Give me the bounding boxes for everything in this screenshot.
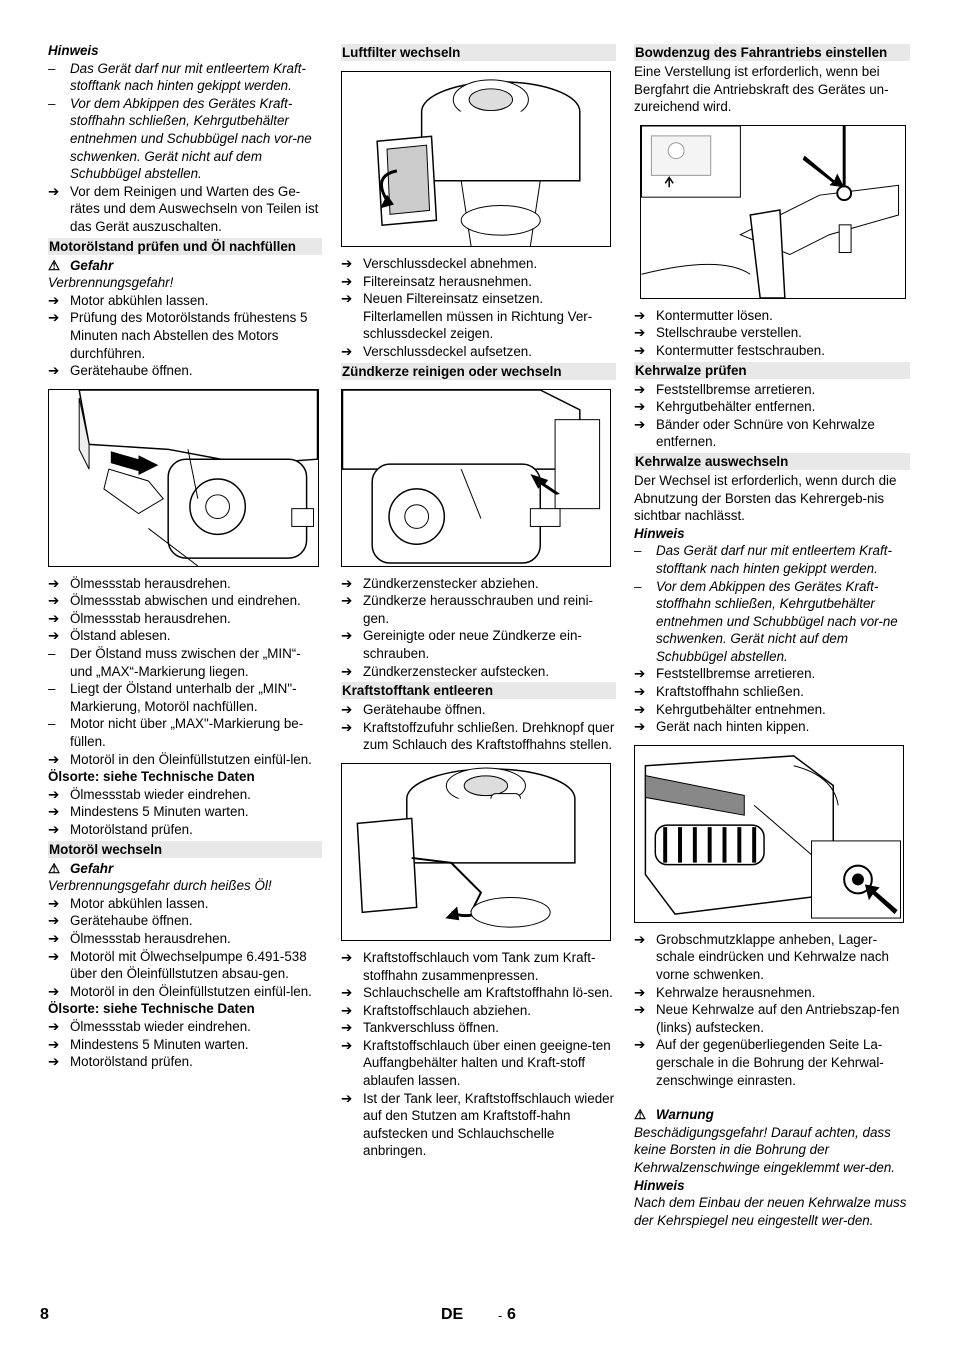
bowden-cable-illustration [641, 126, 905, 298]
arrow-icon: ➔ [634, 307, 646, 323]
dash-item: – Liegt der Ölstand unterhalb der „MIN"-Markierung, Motoröl nachfüllen. [48, 681, 297, 714]
arrow-icon: ➔ [48, 822, 60, 837]
step-item: ➔ Mindestens 5 Minuten warten. [48, 804, 249, 820]
arrow-icon: ➔ [634, 666, 646, 682]
arrow-icon: ➔ [341, 628, 353, 644]
step-item: ➔ Motorölstand prüfen. [48, 822, 193, 837]
step-item: ➔ Gerätehaube öffnen. [48, 913, 193, 929]
step-item: ➔ Auf der gegenüberliegenden Seite La-gerschale in die Bohrung der Kehrwal-zenschwinge einrasten. [634, 1037, 884, 1088]
warning-label: ⚠ Warnung [634, 1107, 714, 1123]
arrow-icon: ➔ [48, 895, 60, 911]
arrow-icon: ➔ [341, 1090, 353, 1106]
step-item: ➔ Stellschraube verstellen. [634, 325, 802, 341]
step-item: ➔ Motor abkühlen lassen. [48, 292, 209, 308]
danger-text: Verbrennungsgefahr durch heißes Öl! [48, 878, 272, 894]
arrow-icon: ➔ [48, 1036, 60, 1052]
step-item: ➔ Neuen Filtereinsatz einsetzen. Filterlamellen müssen in Richtung Ver-schlussdeckel zeigen. [341, 291, 593, 342]
dash-item: – Der Ölstand muss zwischen der „MIN“- und „MAX“-Markierung liegen. [48, 646, 301, 679]
step-item: ➔ Ölmessstab abwischen und eindrehen. [48, 593, 301, 609]
step-item: ➔ Schlauchschelle am Kraftstoffhahn lö-sen. [341, 985, 613, 1001]
step-item: ➔ Motorölstand prüfen. [48, 1054, 193, 1070]
dash-item: – Motor nicht über „MAX"-Markierung be-füllen. [48, 716, 304, 750]
step-item: ➔ Kehrgutbehälter entnehmen. [634, 701, 826, 717]
column-middle [341, 42, 616, 1160]
engine-dipstick-illustration [49, 390, 318, 566]
arrow-icon: ➔ [634, 399, 646, 415]
step-item: ➔ Ölmessstab wieder eindrehen. [48, 786, 251, 802]
figure-bowden-cable [640, 125, 906, 299]
step-item: ➔ Zündkerzenstecker aufstecken. [341, 663, 550, 679]
warning-icon: ⚠ [48, 860, 61, 876]
arrow-icon: ➔ [341, 291, 353, 307]
step-item: ➔ Ölmessstab herausdrehen. [48, 575, 231, 591]
step-item: ➔ Gerät nach hinten kippen. [634, 719, 810, 735]
step-item: ➔ Motoröl in den Öleinfüllstutzen einfül-len. [48, 751, 312, 767]
arrow-icon: ➔ [48, 1054, 60, 1070]
step-item: ➔ Prüfung des Motorölstands frühestens 5 Minuten nach Abstellen des Motors durchführen. [48, 310, 308, 361]
arrow-icon: ➔ [48, 930, 60, 946]
arrow-icon: ➔ [48, 786, 60, 802]
hinweis-item: – Das Gerät darf nur mit entleertem Kraft-stofftank nach hinten gekippt werden. [48, 60, 306, 94]
step-item: ➔ Kraftstoffzufuhr schließen. Drehknopf quer zum Schlauch des Kraftstoffhahns stellen. [341, 719, 615, 753]
warning-icon: ⚠ [48, 257, 61, 273]
danger-text: Verbrennungsgefahr! [48, 275, 174, 291]
step-item: ➔ Ölstand ablesen. [48, 628, 171, 644]
arrow-icon: ➔ [48, 983, 60, 999]
arrow-icon: ➔ [341, 575, 353, 591]
arrow-icon: ➔ [341, 719, 353, 735]
arrow-icon: ➔ [341, 702, 353, 718]
warning-icon: ⚠ [634, 1107, 647, 1123]
section-title: Zündkerze reinigen oder wechseln [341, 363, 616, 380]
oil-type-label: Ölsorte: siehe Technische Daten [48, 1001, 255, 1017]
section-title: Motorölstand prüfen und Öl nachfüllen [48, 238, 322, 255]
arrow-icon: ➔ [48, 363, 60, 379]
step-item: ➔ Kraftstoffschlauch über einen geeigne-ten Auffangbehälter halten und Kraft-stoff ablaufen lassen. [341, 1037, 611, 1089]
step-item: ➔ Kehrwalze herausnehmen. [634, 984, 816, 1000]
arrow-icon: ➔ [48, 913, 60, 929]
hinweis-label: Hinweis [634, 1177, 685, 1193]
step-item: ➔ Motoröl mit Ölwechselpumpe 6.491-538 über den Öleinfüllstutzen absau-gen. [48, 948, 307, 982]
step-item: ➔ Verschlussdeckel abnehmen. [341, 256, 538, 271]
step-item: ➔ Ölmessstab herausdrehen. [48, 930, 231, 946]
step-item: ➔ Feststellbremse arretieren. [634, 381, 816, 397]
oil-type-label: Ölsorte: siehe Technische Daten [48, 769, 255, 785]
figure-sweeping-roller [634, 745, 904, 923]
step-item: ➔ Zündkerze herausschrauben und reini-gen. [341, 593, 594, 626]
hinweis-item: – Das Gerät darf nur mit entleertem Kraft-stofftank nach hinten gekippt werden. [634, 543, 892, 576]
step-item: ➔ Kraftstoffschlauch vom Tank zum Kraft-stoffhahn zusammenpressen. [341, 949, 596, 983]
language-code: DE [441, 1306, 464, 1323]
step-item: ➔ Verschlussdeckel aufsetzen. [341, 343, 532, 359]
arrow-icon: ➔ [634, 684, 646, 700]
hinweis-label: Hinweis [634, 525, 685, 541]
arrow-icon: ➔ [341, 273, 353, 289]
arrow-icon: ➔ [634, 416, 646, 432]
paragraph: Der Wechsel ist erforderlich, wenn durch die Abnutzung der Borsten das Kehrergeb-nis sichtbar nachlässt. [634, 472, 897, 524]
step-item: ➔ Mindestens 5 Minuten warten. [48, 1036, 249, 1052]
hinweis-text: Nach dem Einbau der neuen Kehrwalze muss der Kehrspiegel neu eingestellt wer-den. [634, 1195, 907, 1228]
arrow-icon: ➔ [48, 310, 60, 326]
arrow-icon: ➔ [341, 663, 353, 679]
arrow-icon: ➔ [634, 701, 646, 717]
hinweis-item: – Vor dem Abkippen des Gerätes Kraft-stoffhahn schließen, Kehrgutbehälter entnehmen und Schubbügel nach vor-ne schwenken. Gerät nicht auf dem Schubbügel abstellen. [634, 578, 898, 664]
arrow-icon: ➔ [634, 1037, 646, 1053]
figure-air-filter [341, 71, 611, 247]
danger-label: ⚠ Gefahr [48, 860, 114, 876]
spark-plug-illustration [342, 390, 610, 566]
column-left [48, 42, 322, 1071]
figure-spark-plug [341, 389, 611, 567]
fuel-tank-illustration [342, 764, 610, 940]
arrow-icon: ➔ [634, 984, 646, 1000]
arrow-icon: ➔ [341, 1020, 353, 1036]
arrow-icon: ➔ [341, 949, 353, 965]
arrow-icon: ➔ [634, 342, 646, 358]
arrow-icon: ➔ [341, 256, 353, 271]
step-item: ➔ Kehrgutbehälter entfernen. [634, 399, 816, 415]
paragraph: Eine Verstellung ist erforderlich, wenn bei Bergfahrt die Antriebskraft des Gerätes un-zureichend wird. [634, 64, 889, 115]
step-item: ➔ Motoröl in den Öleinfüllstutzen einfül-len. [48, 983, 312, 999]
sub-page-number: 6 [507, 1306, 516, 1323]
section-title: Kehrwalze prüfen [634, 362, 910, 379]
step-item: ➔ Vor dem Reinigen und Warten des Ge-rätes und dem Auswechseln von Teilen ist das Gerät auszuschalten. [48, 183, 319, 234]
arrow-icon: ➔ [48, 1018, 60, 1034]
step-item: ➔ Feststellbremse arretieren. [634, 666, 816, 682]
step-item: ➔ Ist der Tank leer, Kraftstoffschlauch wieder auf den Stutzen am Kraftstoff-hahn aufstecken und Schlauchschelle anbringen. [341, 1090, 615, 1159]
arrow-icon: ➔ [341, 593, 353, 609]
arrow-icon: ➔ [634, 1002, 646, 1018]
danger-label: ⚠ Gefahr [48, 257, 114, 273]
arrow-icon: ➔ [341, 343, 353, 359]
arrow-icon: ➔ [634, 719, 646, 735]
arrow-icon: ➔ [48, 593, 60, 609]
arrow-icon: ➔ [341, 1002, 353, 1018]
step-item: ➔ Kontermutter lösen. [634, 307, 773, 323]
arrow-icon: ➔ [634, 931, 646, 947]
section-title: Luftfilter wechseln [341, 44, 616, 61]
sweeping-roller-illustration [635, 746, 903, 922]
step-item: ➔ Ölmessstab wieder eindrehen. [48, 1018, 251, 1034]
section-title: Kehrwalze auswechseln [634, 453, 910, 470]
page-footer [0, 1306, 954, 1330]
step-item: ➔ Gerätehaube öffnen. [48, 363, 193, 379]
arrow-icon: ➔ [48, 610, 60, 626]
arrow-icon: ➔ [341, 985, 353, 1001]
step-item: ➔ Kontermutter festschrauben. [634, 342, 825, 358]
page-separator: - [498, 1308, 503, 1323]
arrow-icon: ➔ [48, 575, 60, 591]
step-item: ➔ Gerätehaube öffnen. [341, 702, 486, 718]
hinweis-item: – Vor dem Abkippen des Gerätes Kraft-stoffhahn schließen, Kehrgutbehälter entnehmen und Schubbügel nach vor-ne schwenken. Gerät nicht auf dem Schubbügel abstellen. [48, 95, 312, 182]
step-item: ➔ Ölmessstab herausdrehen. [48, 610, 231, 626]
warning-text: Beschädigungsgefahr! Darauf achten, dass keine Borsten in die Bohrung der Kehrwalzenschwinge eingeklemmt wer-den. [634, 1124, 895, 1175]
arrow-icon: ➔ [48, 751, 60, 767]
arrow-icon: ➔ [341, 1037, 353, 1053]
figure-oil-dipstick [48, 389, 319, 567]
step-item: ➔ Grobschmutzklappe anheben, Lager-schale eindrücken und Kehrwalze nach vorne schwenken. [634, 931, 889, 983]
arrow-icon: ➔ [48, 948, 60, 964]
arrow-icon: ➔ [48, 804, 60, 820]
step-item: ➔ Bänder oder Schnüre von Kehrwalze entfernen. [634, 416, 875, 450]
page-number: 8 [40, 1306, 49, 1323]
figure-fuel-tank [341, 763, 611, 941]
arrow-icon: ➔ [48, 628, 60, 644]
step-item: ➔ Filtereinsatz herausnehmen. [341, 273, 532, 289]
arrow-icon: ➔ [48, 292, 60, 308]
hinweis-label: Hinweis [48, 43, 99, 58]
arrow-icon: ➔ [634, 325, 646, 341]
step-item: ➔ Motor abkühlen lassen. [48, 895, 209, 911]
step-item: ➔ Kraftstoffschlauch abziehen. [341, 1002, 531, 1018]
step-item: ➔ Kraftstoffhahn schließen. [634, 684, 804, 700]
section-title: Bowdenzug des Fahrantriebs einstellen [634, 44, 910, 61]
arrow-icon: ➔ [634, 381, 646, 397]
section-title: Kraftstofftank entleeren [341, 682, 616, 699]
step-item: ➔ Zündkerzenstecker abziehen. [341, 575, 539, 591]
step-item: ➔ Tankverschluss öffnen. [341, 1020, 499, 1036]
section-title: Motoröl wechseln [48, 841, 322, 858]
step-item: ➔ Gereinigte oder neue Zündkerze ein-schrauben. [341, 628, 582, 661]
arrow-icon: ➔ [48, 183, 60, 199]
column-right [634, 42, 910, 1229]
step-item: ➔ Neue Kehrwalze auf den Antriebszap-fen (links) aufstecken. [634, 1002, 900, 1035]
air-filter-illustration [342, 72, 610, 246]
